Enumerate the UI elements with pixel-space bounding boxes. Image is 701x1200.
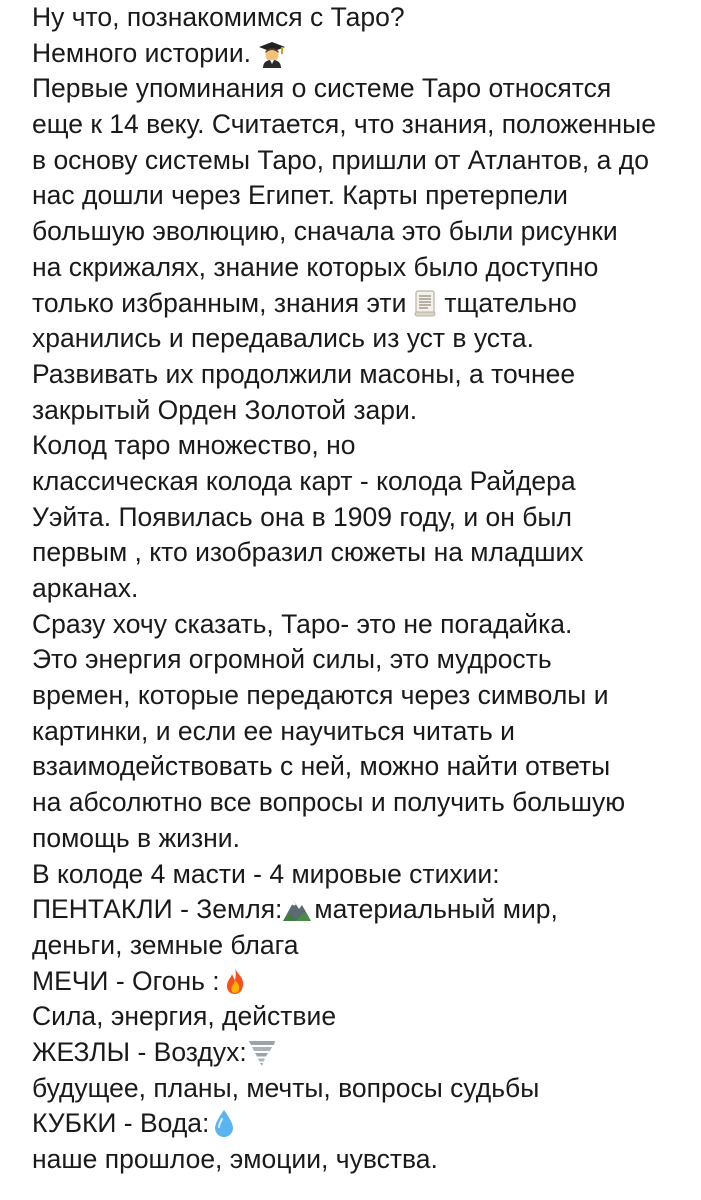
text-line	[32, 607, 692, 643]
text-line-content: еще к 14 веку. Считается, что знания, положенные	[32, 109, 656, 140]
text-line-content: В колоде 4 масти - 4 мировые стихии:	[32, 858, 500, 889]
text-line	[32, 428, 692, 464]
text-line-content: закрытый Орден Золотой зари.	[32, 394, 418, 425]
text-line-content: времен, которые передаются через символы и	[32, 680, 609, 711]
text-line	[32, 286, 692, 322]
text-line	[32, 714, 692, 750]
text-line	[32, 964, 692, 1000]
text-line-content: на скрижалях, знание которых было доступно	[32, 251, 599, 282]
text-line	[32, 464, 692, 500]
text-line-content: ПЕНТАКЛИ - Земля:	[32, 894, 283, 925]
text-line-content: Сразу хочу сказать, Таро- это не погадайка.	[32, 608, 573, 639]
text-line-content: только избранным, знания эти	[32, 287, 407, 318]
text-line	[32, 749, 692, 785]
text-line	[32, 999, 692, 1035]
text-line-content: наше прошлое, эмоции, чувства.	[32, 1144, 438, 1174]
text-line	[32, 107, 692, 143]
text-line	[32, 357, 692, 393]
text-line	[32, 892, 692, 928]
text-line	[32, 678, 692, 714]
text-line	[32, 785, 692, 821]
text-line-content: материальный мир,	[314, 894, 558, 925]
mountain-emoji-icon	[282, 894, 312, 924]
text-line	[32, 178, 692, 214]
text-line-content: помощь в жизни.	[32, 822, 240, 853]
text-line	[32, 1035, 692, 1071]
text-line-content: МЕЧИ - Огонь :	[32, 965, 220, 996]
text-line-content: нас дошли через Египет. Карты претерпели	[32, 180, 568, 211]
text-line	[32, 71, 692, 107]
text-line-content: будущее, планы, мечты, вопросы судьбы	[32, 1072, 540, 1103]
text-line-content: тщательно	[444, 287, 577, 318]
text-line-content: Сила, энергия, действие	[32, 1001, 337, 1032]
graduate-emoji-icon	[257, 38, 287, 68]
text-line	[32, 500, 692, 536]
scroll-emoji-icon	[410, 288, 440, 318]
tornado-emoji-icon	[247, 1037, 277, 1067]
text-line	[32, 535, 692, 571]
text-line	[32, 0, 692, 36]
text-line-content: Немного истории.	[32, 37, 251, 68]
text-line	[32, 36, 692, 72]
text-line-content: первым , кто изобразил сюжеты на младших	[32, 537, 584, 568]
text-line	[32, 642, 692, 678]
text-line	[32, 821, 692, 857]
text-line	[32, 1142, 692, 1178]
text-line	[32, 928, 692, 964]
text-line	[32, 214, 692, 250]
text-line-content: арканах.	[32, 573, 139, 603]
text-line	[32, 143, 692, 179]
text-line	[32, 393, 692, 429]
text-line	[32, 321, 692, 357]
text-line-content: хранились и передавались из уст в уста.	[32, 323, 534, 354]
fire-emoji-icon	[220, 966, 250, 996]
text-line	[32, 1071, 692, 1107]
text-line-content: Развивать их продолжили масоны, а точнее	[32, 358, 576, 389]
text-line-content: деньги, земные блага	[32, 929, 299, 960]
text-line-content: большую эволюцию, сначала это были рисунки	[32, 216, 618, 247]
text-line-content: ЖЕЗЛЫ - Воздух:	[32, 1036, 247, 1067]
text-line-content: на абсолютно все вопросы и получить большую	[32, 787, 626, 818]
text-line-content: в основу системы Таро, пришли от Атлантов, а до	[32, 144, 649, 175]
text-line-content: взаимодействовать с ней, можно найти ответы	[32, 751, 611, 782]
text-line	[32, 250, 692, 286]
text-line-content: Это энергия огромной силы, это мудрость	[32, 644, 552, 675]
text-line-content: Колод таро множество, но	[32, 430, 356, 461]
text-line	[32, 571, 692, 607]
text-line-content: КУБКИ - Вода:	[32, 1108, 210, 1139]
text-line	[32, 857, 692, 893]
text-line-content: Первые упоминания о системе Таро относятся	[32, 73, 612, 104]
text-line-content: Ну что, познакомимся с Таро?	[32, 2, 405, 32]
text-line-content: Уэйта. Появилась она в 1909 году, и он был	[32, 501, 572, 532]
text-line-content: классическая колода карт - колода Райдера	[32, 465, 576, 496]
text-line	[32, 1106, 692, 1142]
post-text	[32, 0, 692, 1178]
text-line-content: картинки, и если ее научиться читать и	[32, 715, 515, 746]
droplet-emoji-icon	[209, 1108, 239, 1138]
